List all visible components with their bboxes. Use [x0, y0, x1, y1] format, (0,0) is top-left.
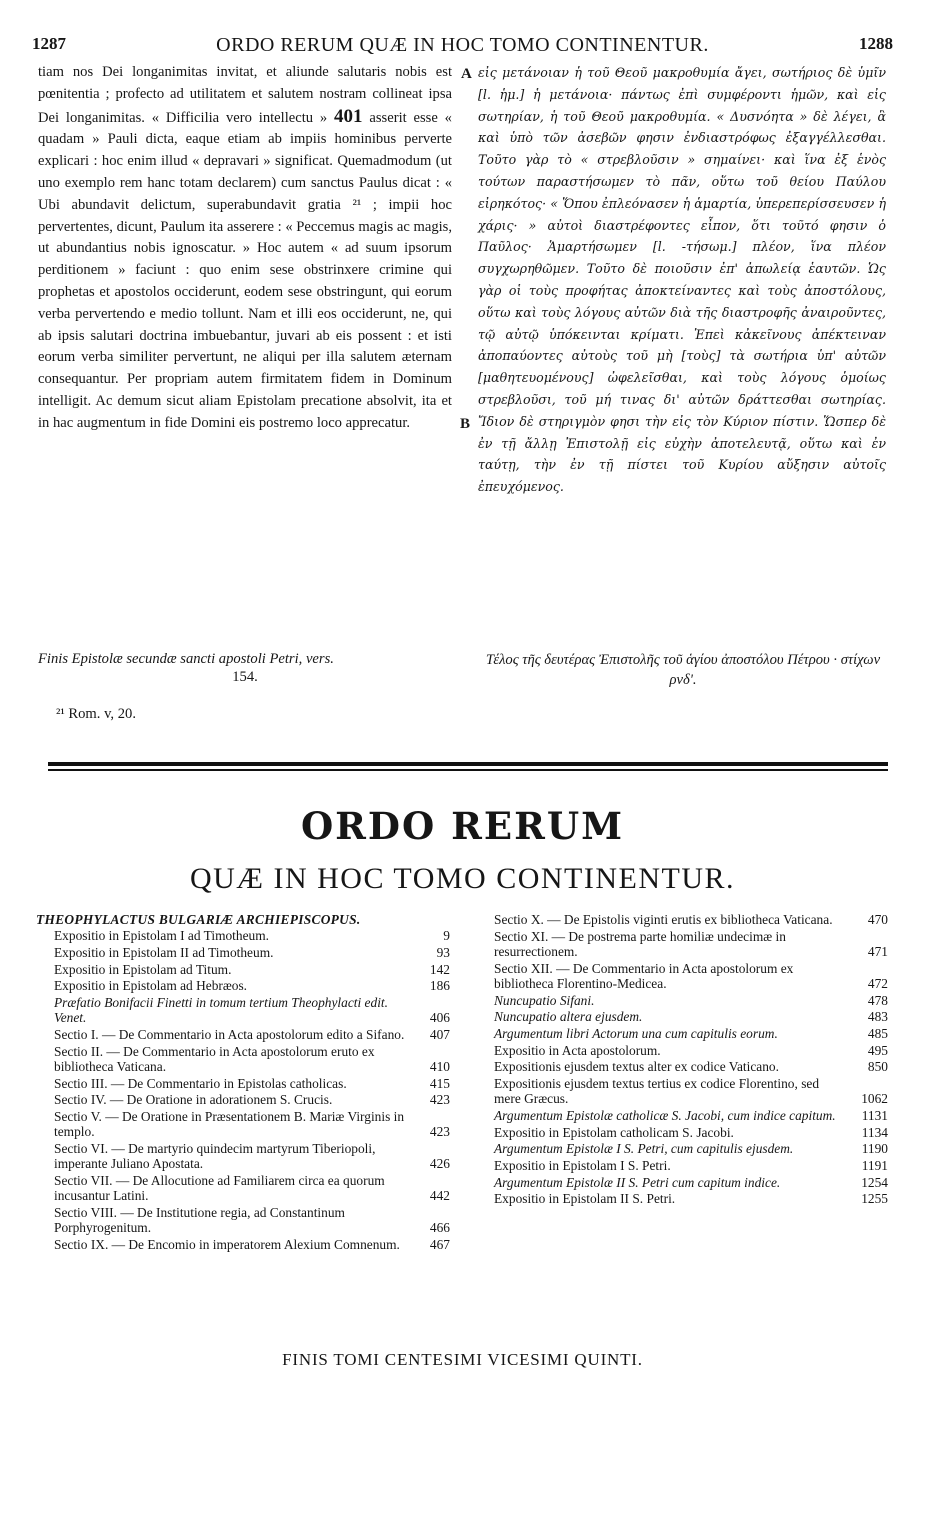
- toc-entry-title: Sectio VIII. — De Institutione regia, ad Constantinum Porphyrogenitum.: [54, 1204, 345, 1235]
- toc-entry: [476, 1026, 888, 1041]
- toc-entry-title: Argumentum Epistolæ II S. Petri cum capitum indice.: [494, 1174, 781, 1190]
- toc-entry-title: Sectio XII. — De Commentario in Acta apostolorum ex bibliotheca Florentino-Medicea.: [494, 960, 794, 991]
- toc-entry: [476, 1009, 888, 1024]
- toc-entry-title: Nuncupatio altera ejusdem.: [494, 1009, 643, 1025]
- toc-entry-title: Expositio in Epistolam ad Titum.: [54, 961, 232, 977]
- toc-entry: [36, 1205, 450, 1235]
- toc-entry-page: 483: [867, 1009, 888, 1025]
- toc-entry-title: Expositio in Acta apostolorum.: [494, 1042, 661, 1058]
- toc-entry-title: Sectio IX. — De Encomio in imperatorem Alexium Comnenum.: [54, 1236, 400, 1252]
- toc-entry: [36, 1141, 450, 1171]
- right-page-number: 1288: [859, 34, 893, 53]
- toc-entry-page: 850: [867, 1059, 888, 1075]
- running-title: ORDO RERUM QUÆ IN HOC TOMO CONTINENTUR.: [216, 34, 709, 56]
- toc-entry-page: 142: [429, 961, 450, 977]
- margin-marker-b: B: [460, 416, 471, 432]
- toc-entry-page: 9: [443, 928, 450, 944]
- toc-entry-title: Expositio in Epistolam ad Hebræos.: [54, 978, 248, 994]
- toc-entry: [36, 1237, 450, 1252]
- toc-entry-page: 1134: [861, 1124, 888, 1140]
- toc-entry-page: 1062: [861, 1091, 888, 1107]
- toc-entry: [36, 945, 450, 960]
- toc-entry-title: Sectio X. — De Epistolis viginti erutis ex bibliotheca Vaticana.: [494, 912, 833, 927]
- toc-entry-page: 485: [867, 1025, 888, 1041]
- toc-entry-page: 1255: [861, 1191, 888, 1207]
- toc-entry: [476, 1141, 888, 1156]
- toc-entry-page: 478: [867, 992, 888, 1008]
- toc-entry-title: Nuncupatio Sifani.: [494, 992, 595, 1008]
- toc-entry-title: Præfatio Bonifacii Finetti in tomum tertium Theophylacti edit. Venet.: [54, 995, 388, 1026]
- toc-entry: [476, 1076, 888, 1106]
- toc-entry-title: Expositio in Epistolam catholicam S. Jacobi.: [494, 1124, 734, 1140]
- toc-entry-page: 471: [867, 943, 888, 959]
- toc-entry-title: Expositionis ejusdem textus tertius ex codice Florentino, sed mere Græcus.: [494, 1076, 820, 1107]
- toc-entry: [36, 1076, 450, 1091]
- toc-entry-title: Expositio in Epistolam I S. Petri.: [494, 1158, 671, 1174]
- toc-entry: [36, 995, 450, 1025]
- toc-entry: [36, 1044, 450, 1074]
- toc-entry-page: 1191: [861, 1158, 888, 1174]
- toc-entry-page: 186: [429, 978, 450, 994]
- toc-entry-title: Sectio IV. — De Oratione in adorationem S. Crucis.: [54, 1092, 333, 1108]
- toc-entry: [476, 1191, 888, 1206]
- toc-entry: [36, 1027, 450, 1042]
- toc-entry: [476, 993, 888, 1008]
- toc-entry-page: 423: [429, 1092, 450, 1108]
- toc-entry-title: Sectio V. — De Oratione in Præsentationem B. Mariæ Virginis in templo.: [54, 1108, 405, 1140]
- toc-entry-page: 410: [429, 1058, 450, 1074]
- toc-entry: [36, 1173, 450, 1203]
- toc-entry: [36, 1092, 450, 1107]
- toc-entry-page: 1254: [861, 1174, 888, 1190]
- latin-text-part2: asserit esse « quadam » Pauli dicta, eaque etiam ab impiis hominibus perverte explicari : hoc enim illud « depravari » significat. Quemadmodum (ut uno exemplo rem hanc totam declarem) cum sanctus Paulus dicat : « Ubi abundavit delictum, superabundavit gratia ²¹ ; impii hoc pervertentes, dicunt, Paulum ita asserere : « Peccemus magis ac magis, ut abundantius nobis ignoscatur. » Hoc autem « ad suum ipsorum perditionem » faciunt : quo enim sese obstrinxere crimine qui prophetas et apostolos occiderunt, eodem sese obstringunt, qui eorum verba pervertendo e medio tollunt. Nam et illi eos occiderunt, ne, qui ab ipsis salutari doctrina imbuebantur, juvari ab eis possent : et isti eorum verba similiter pervertunt, ne aliqui per illa salutem æternam consequantur. Per propriam autem firmitatem fidem in Dominum intelligit. Ac demum sicut aliam Epistolam precatione absolvit, ita et in hac augmentum in fide Domini eis postremo loco apprecatur.: [38, 109, 452, 431]
- finis-latin-text: Finis Epistolæ secundæ sancti apostoli Petri, vers.: [38, 651, 334, 667]
- latin-column: [38, 62, 452, 435]
- toc-entry-title: Expositio in Epistolam I ad Timotheum.: [54, 928, 270, 944]
- toc-entry-page: 406: [429, 1010, 450, 1026]
- toc-entry: [36, 962, 450, 977]
- divider-thick: [48, 762, 888, 766]
- toc-entry-page: 466: [429, 1219, 450, 1235]
- toc-entry: [476, 1059, 888, 1074]
- footnote: ²¹ Rom. v, 20.: [56, 706, 136, 722]
- finis-epistle-greek: Τέλος τῆς δευτέρας Ἐπιστολῆς τοῦ ἁγίου ἀποστόλου Πέτρου · στίχων ρνδ'.: [485, 652, 881, 688]
- toc-entry-title: Sectio VII. — De Allocutione ad Familiarem circa ea quorum incusantur Latini.: [54, 1172, 385, 1203]
- toc-entry-page: 426: [429, 1156, 450, 1172]
- toc-entry: [476, 929, 888, 959]
- inline-page-number: 401: [334, 105, 363, 127]
- toc-entry-title: Argumentum Epistolæ catholicæ S. Jacobi, cum indice capitum.: [494, 1107, 836, 1123]
- running-header: [32, 34, 893, 60]
- toc-entry: [36, 928, 450, 943]
- contents-subtitle: QUÆ IN HOC TOMO CONTINENTUR.: [189, 862, 736, 895]
- toc-entry-title: Sectio XI. — De postrema parte homiliæ undecimæ in resurrectionem.: [494, 928, 786, 959]
- toc-entry-page: 467: [429, 1236, 450, 1252]
- toc-entry-page: 470: [867, 912, 888, 927]
- toc-entry: [476, 1175, 888, 1190]
- greek-column: [478, 62, 886, 498]
- toc-entry-page: 407: [429, 1026, 450, 1042]
- toc-entry: [476, 1108, 888, 1123]
- toc-right-column: [476, 912, 888, 1208]
- contents-title: ORDO RERUM: [300, 804, 625, 848]
- toc-entry-page: 93: [436, 944, 450, 960]
- toc-entry: [476, 1158, 888, 1173]
- toc-entry-title: Sectio III. — De Commentario in Epistolas catholicas.: [54, 1075, 347, 1091]
- toc-entry-page: 1131: [861, 1107, 888, 1123]
- toc-entry-title: Expositionis ejusdem textus alter ex codice Vaticano.: [494, 1059, 779, 1075]
- margin-marker-a: A: [461, 66, 472, 82]
- divider-thin: [48, 769, 888, 771]
- toc-entry-title: Sectio VI. — De martyrio quindecim martyrum Tiberiopoli, imperante Juliano Apostata.: [54, 1140, 376, 1172]
- toc-entry: [36, 978, 450, 993]
- toc-entry-page: 442: [429, 1187, 450, 1203]
- latin-text-part1: tiam nos Dei longanimitas invitat, et aliunde salutaris nobis est pœnitentia ; profecto ad utilitatem et salutem nostram collineat ipsa Dei longanimitas. « Difficilia vero intellectu »: [38, 64, 452, 126]
- toc-entry: [476, 1043, 888, 1058]
- latin-text: [38, 62, 452, 435]
- toc-entry-page: 415: [429, 1075, 450, 1091]
- toc-entry-title: Sectio II. — De Commentario in Acta apostolorum eruto ex bibliotheca Vaticana.: [54, 1043, 375, 1074]
- toc-entry-title: Expositio in Epistolam II ad Timotheum.: [54, 944, 274, 960]
- toc-entry-page: 495: [867, 1042, 888, 1058]
- toc-entry: [476, 961, 888, 991]
- left-page-number: 1287: [32, 34, 66, 53]
- toc-entry: [36, 1109, 450, 1139]
- toc-entry-page: 1190: [861, 1141, 888, 1157]
- closing-line: FINIS TOMI CENTESIMI VICESIMI QUINTI.: [282, 1350, 643, 1369]
- toc-entry-page: 423: [429, 1124, 450, 1140]
- finis-epistle-latin: [38, 650, 452, 686]
- greek-text: εἰς μετάνοιαν ἡ τοῦ Θεοῦ μακροθυμία ἄγει, σωτήριος δὲ ὑμῖν [l. ἡμ.] ἡ μετάνοια· πάντως ἐπὶ συμφέροντι ἡμῶν, καὶ εἰς σωτηρίαν, ἡ τοῦ Θεοῦ μακροθυμία. « Δυσνόητα » δὲ λέγει, ἃ καὶ ὑπὸ τῶν ἀσεβῶν φησιν ἐνδιαστρόφως ἐξαγγέλλεσθαι. Τοῦτο γὰρ τὸ « στρεβλοῦσιν » σημαίνει· καὶ ἵνα ἐξ ἑνὸς τούτων παραστήσωμεν τὸ πᾶν, οὕτω τοῦ θείου Παύλου εἰρηκότος· « Ὅπου ἐπλεόνασεν ἡ ἁμαρτία, ὑπερεπερίσσευσεν ἡ χάρις· » αὐτοὶ διαστρέφοντες εἶπον, ὅτι τοῦτό φησιν ὁ Παῦλος· Ἁμαρτήσωμεν [l. -τήσωμ.] πλέον, ἵνα πλέον συγχωρηθῶμεν. Τοῦτο δὲ ποιοῦσιν ἐπ' ἀπωλείᾳ ἑαυτῶν. Ὡς γὰρ οἱ τοὺς προφήτας ἀποκτείναντες καὶ τοὺς ἀποστόλους, οὕτω καὶ τοὺς λόγους αὐτῶν διὰ τῆς διαστροφῆς ἀναιροῦντες, τῷ αὐτῷ ὑπόκεινται κρίματι. Ἐπεὶ κἀκεῖνους ἀπέκτειναν ἀποπαύοντες αὐτοὺς τοῦ μὴ [τοὺς] τὰ σωτήρια ὑπ' αὐτῶν [μαθητευομένους] ὠφελεῖσθαι, καὶ τοὺς λόγους ὁμοίως στρεβλοῦσι, τοῦ μή τινας δι' αὐτῶν δράττεσθαι σωτηρίας. Ἴδιον δὲ στηριγμὸν φησι τὴν εἰς τὸν Κύριον πίστιν. Ὥσπερ δὲ ἐν τῇ ἄλλῃ Ἐπιστολῇ εἰς εὐχὴν ἀποτελευτᾷ, οὕτω καὶ ἐν ταύτῃ, τὴν ἐν τῇ πίστει τοῦ Κυρίου αὔξησιν αὐτοῖς ἐπευχόμενος.: [478, 65, 886, 495]
- toc-entry-title: Argumentum libri Actorum una cum capitulis eorum.: [494, 1025, 778, 1041]
- toc-author-heading: THEOPHYLACTUS BULGARIÆ ARCHIEPISCOPUS.: [36, 912, 361, 927]
- toc-entry-page: 472: [867, 975, 888, 991]
- toc-left-column: [36, 912, 450, 1253]
- toc-entry-title: Argumentum Epistolæ I S. Petri, cum capitulis ejusdem.: [494, 1141, 794, 1157]
- toc-entry: [476, 1125, 888, 1140]
- toc-entry-title: Sectio I. — De Commentario in Acta apostolorum edito a Sifano.: [54, 1026, 405, 1042]
- finis-latin-verse-count: 154.: [232, 669, 258, 685]
- toc-entry: [476, 912, 888, 927]
- toc-entry-title: Expositio in Epistolam II S. Petri.: [494, 1191, 676, 1207]
